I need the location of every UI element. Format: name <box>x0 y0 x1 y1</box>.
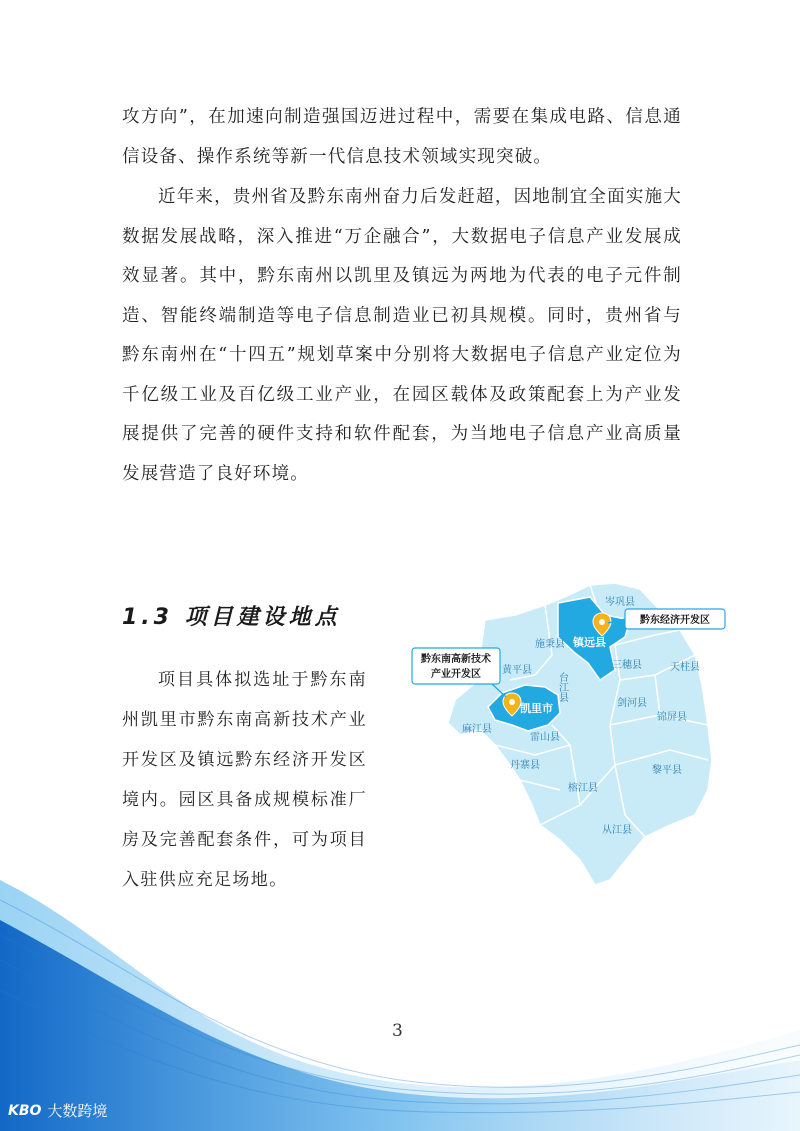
body-paragraph-1: 攻方向”，在加速向制造强国迈进过程中，需要在集成电路、信息通信设备、操作系统等新一代信息技术领域实现突破。 <box>122 107 682 167</box>
county-label-taijiang: 台江县 <box>556 672 568 702</box>
county-label-rongjiang: 榕江县 <box>568 783 598 794</box>
section-paragraph: 项目具体拟选址于黔东南州凯里市黔东南高新技术产业开发区及镇远黔东经济开发区境内。园区具备成规模标准厂房及完善配套条件，可为项目入驻供应充足场地。 <box>122 670 367 890</box>
county-label-kaili: 凯里市 <box>520 702 553 715</box>
county-label-jinping: 锦屏县 <box>657 712 687 723</box>
county-label-cengong: 岑巩县 <box>605 597 635 608</box>
callout-hightech-line2: 产业开发区 <box>431 669 481 680</box>
county-label-jianhe: 剑河县 <box>617 698 647 709</box>
county-label-zhenyuan: 镇远县 <box>573 636 606 649</box>
county-label-tianzhu: 天柱县 <box>670 662 700 673</box>
county-label-shibing: 施秉县 <box>535 639 565 650</box>
qiandongnan-map <box>421 575 740 905</box>
county-label-congjiang: 从江县 <box>602 825 632 836</box>
decorative-waves <box>0 880 800 1131</box>
county-label-majiang: 麻江县 <box>462 724 492 735</box>
callout-qiandong <box>608 609 725 629</box>
county-label-liping: 黎平县 <box>652 765 682 776</box>
footer-logo <box>8 1100 107 1121</box>
page-number: 3 <box>392 1021 403 1041</box>
callout-qiandong-label: 黔东经济开发区 <box>640 615 710 626</box>
county-label-leishan: 雷山县 <box>530 732 560 743</box>
body-paragraph-2: 近年来，贵州省及黔东南州奋力后发赶超，因地制宜全面实施大数据发展战略，深入推进“万企融合”，大数据电子信息产业发展成效显著。其中，黔东南州以凯里及镇远为两地为代表的电子元件制造、智能终端制造等电子信息制造业已初具规模。同时，贵州省与黔东南州在“十四五”规划草案中分别将大数据电子信息产业定位为千亿级工业及百亿级工业产业，在园区载体及政策配套上为产业发展提供了完善的硬件支持和软件配套，为当地电子信息产业高质量发展营造了良好环境。 <box>122 187 682 484</box>
logo-icon: KBO <box>8 1102 42 1119</box>
logo-text: 大数跨境 <box>47 1102 108 1120</box>
county-label-huangping: 黄平县 <box>502 665 532 676</box>
county-label-sansui: 三穗县 <box>612 660 642 671</box>
county-label-danzhai: 丹寨县 <box>510 760 540 771</box>
callout-hightech-line1: 黔东南高新技术 <box>421 654 491 665</box>
section-heading: 1.3 项目建设地点 <box>122 605 341 630</box>
